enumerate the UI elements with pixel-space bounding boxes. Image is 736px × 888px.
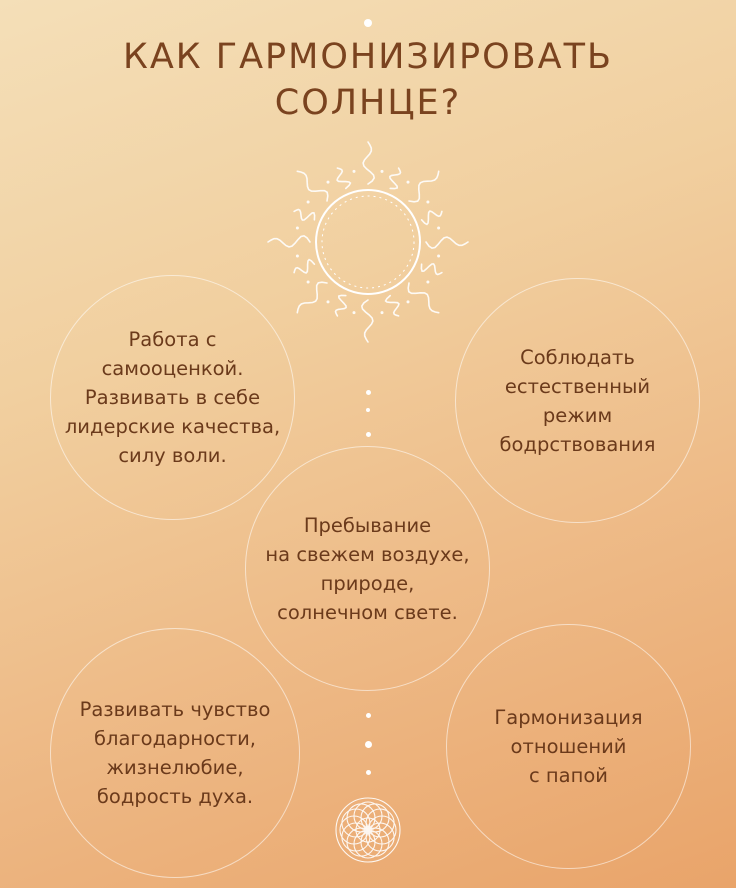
- sun-ray: [386, 296, 399, 316]
- sun-dot: [353, 170, 356, 173]
- sun-ray: [426, 237, 468, 248]
- sun-ray: [390, 168, 401, 189]
- connector-dot: [366, 408, 370, 412]
- sun-dot: [437, 227, 440, 230]
- tip-circle-father: [446, 624, 691, 869]
- sun-dot: [296, 227, 299, 230]
- sun-ray: [408, 283, 439, 313]
- tip-circle-routine: [455, 278, 700, 523]
- sun-icon: [258, 132, 478, 362]
- sun-ray: [409, 171, 439, 202]
- tip-circle-self-esteem: [50, 275, 295, 520]
- title-line-2: СОЛНЦЕ?: [274, 83, 462, 123]
- sun-ray: [297, 282, 327, 313]
- sun-dot: [426, 201, 429, 204]
- tip-text: Развивать чувство благодарности, жизнелюбие, бодрость духа.: [79, 698, 271, 808]
- sun-ray: [363, 142, 374, 184]
- tip-circle-gratitude: [50, 628, 300, 878]
- connector-dot: [366, 390, 371, 395]
- sun-dot: [327, 181, 330, 184]
- connector-dot: [366, 770, 371, 775]
- connector-dot: [365, 741, 372, 748]
- page-title: [0, 34, 736, 126]
- sun-dot: [296, 255, 299, 258]
- sun-dot: [327, 300, 330, 303]
- sun-dot: [407, 300, 410, 303]
- connector-dot: [366, 432, 371, 437]
- sun-dot: [381, 170, 384, 173]
- sun-ray: [422, 211, 442, 224]
- tip-text: Гармонизация отношений с папой: [494, 706, 643, 787]
- sun-ray: [294, 210, 315, 221]
- sun-dot: [307, 281, 310, 284]
- sun-ray: [337, 168, 350, 188]
- title-line-1: КАК ГАРМОНИЗИРОВАТЬ: [122, 37, 614, 77]
- sun-ray: [362, 300, 373, 342]
- sun-ray: [421, 264, 442, 275]
- sun-dot: [381, 311, 384, 314]
- top-dot: [364, 19, 372, 27]
- tip-text: Пребывание на свежем воздухе, природе, солнечном свете.: [265, 513, 470, 624]
- tip-text: Соблюдать естественный режим бодрствования: [499, 345, 656, 456]
- tip-circle-fresh-air: [245, 446, 490, 691]
- sun-dot: [407, 181, 410, 184]
- sun-dot: [426, 281, 429, 284]
- sun-ray: [268, 236, 310, 247]
- mandala-icon: [333, 795, 403, 865]
- sun-dot: [437, 255, 440, 258]
- sun-dot: [353, 311, 356, 314]
- sun-ray: [336, 295, 347, 316]
- tip-text: Работа с самооценкой. Развивать в себе лидерские качества, силу воли.: [64, 328, 281, 467]
- sun-dot: [307, 201, 310, 204]
- connector-dot: [366, 713, 371, 718]
- sun-ray: [294, 260, 314, 273]
- sun-ray: [297, 171, 328, 201]
